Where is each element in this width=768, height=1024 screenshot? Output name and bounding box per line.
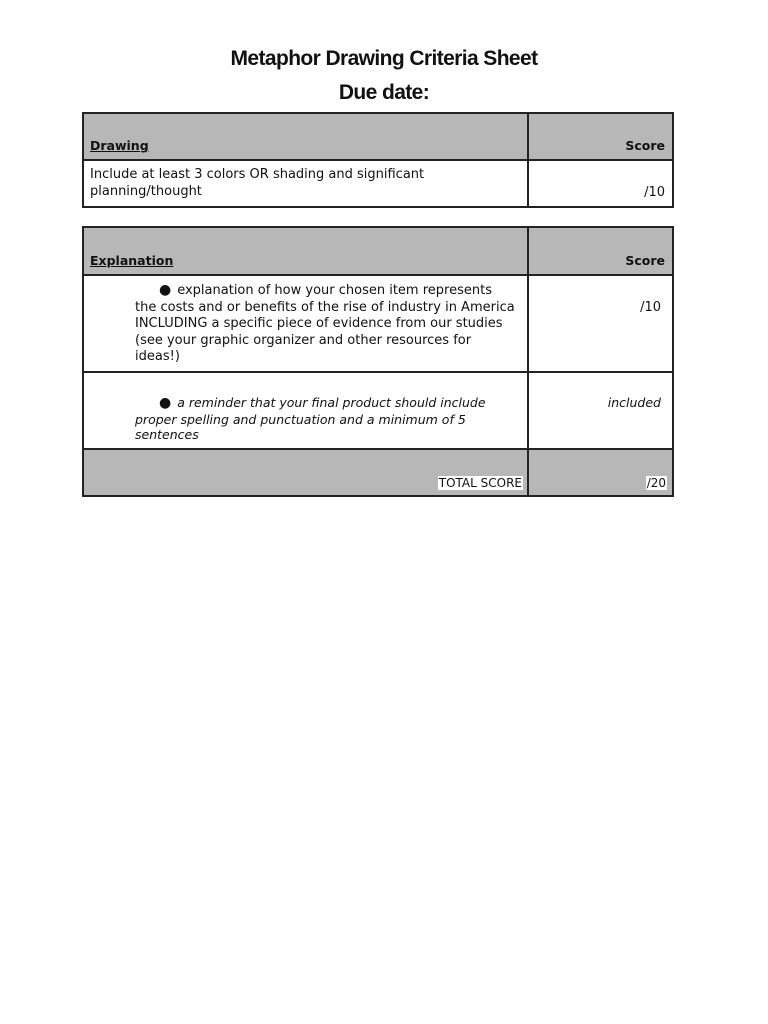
explanation-score-header-cell bbox=[528, 227, 673, 275]
table-row bbox=[83, 160, 673, 207]
score-value: /10 bbox=[644, 185, 665, 200]
score-cell bbox=[528, 372, 673, 449]
bullet-icon: ● bbox=[159, 282, 172, 298]
total-label-cell bbox=[83, 449, 528, 496]
total-score-value: /20 bbox=[646, 476, 666, 490]
table-row bbox=[83, 275, 673, 372]
drawing-header-row bbox=[83, 113, 673, 160]
score-value: /10 bbox=[640, 300, 661, 315]
explanation-header-cell bbox=[83, 227, 528, 275]
document-title: Metaphor Drawing Criteria Sheet bbox=[230, 47, 538, 70]
criterion-text: a reminder that your final product should include proper spelling and punctuation and a minimum of 5 sentences bbox=[135, 395, 486, 442]
criterion-cell bbox=[83, 160, 528, 207]
criterion-cell bbox=[83, 275, 528, 372]
total-score-label: TOTAL SCORE bbox=[438, 476, 522, 490]
bullet-icon: ● bbox=[159, 395, 172, 411]
total-row bbox=[83, 449, 673, 496]
due-date-label: Due date: bbox=[338, 81, 430, 104]
drawing-header-label: Drawing bbox=[90, 138, 149, 153]
explanation-score-header: Score bbox=[625, 253, 665, 268]
explanation-header-row bbox=[83, 227, 673, 275]
drawing-rubric-table bbox=[82, 112, 674, 208]
score-cell bbox=[528, 275, 673, 372]
score-value: included bbox=[607, 395, 661, 410]
criterion-text: Include at least 3 colors OR shading and significant planning/thought bbox=[90, 167, 425, 199]
criterion-cell bbox=[83, 372, 528, 449]
total-score-cell bbox=[528, 449, 673, 496]
criterion-text: explanation of how your chosen item represents the costs and or benefits of the rise of industry in America INCLUDING a specific piece of evidence from our studies (see your graphic organizer and other resources for ideas!) bbox=[135, 283, 515, 364]
drawing-score-header: Score bbox=[625, 138, 665, 153]
explanation-rubric-table bbox=[82, 226, 674, 497]
drawing-score-header-cell bbox=[528, 113, 673, 160]
score-cell bbox=[528, 160, 673, 207]
explanation-header-label: Explanation bbox=[90, 253, 174, 268]
drawing-header-cell bbox=[83, 113, 528, 160]
table-row bbox=[83, 372, 673, 449]
